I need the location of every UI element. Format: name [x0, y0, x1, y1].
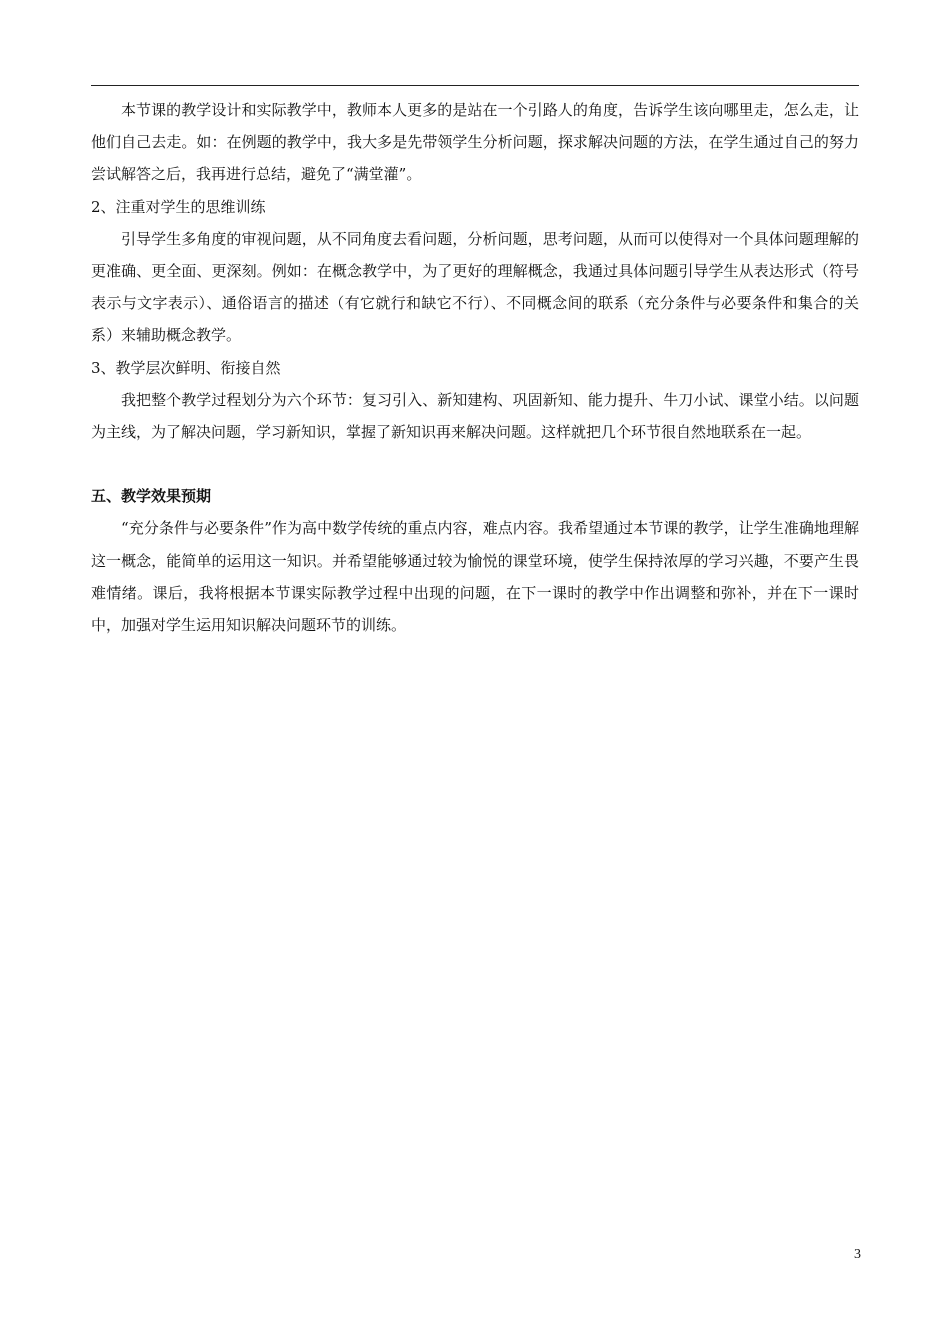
- section-heading-expected-effect: 五、教学效果预期: [91, 487, 212, 506]
- item-teaching-levels: 3、教学层次鲜明、衔接自然: [91, 358, 281, 377]
- blank-line: [91, 448, 859, 480]
- item-thinking-training: 2、注重对学生的思维训练: [91, 197, 266, 216]
- page-number: 3: [854, 1247, 861, 1262]
- paragraph-expected-effect: “充分条件与必要条件”作为高中数学传统的重点内容，难点内容。我希望通过本节课的教学，让学生准确地理解这一概念，能简单的运用这一知识。并希望能够通过较为愉悦的课堂环境，使学生保持浓厚的学习兴趣，不要产生畏难情绪。课后，我将根据本节课实际教学过程中出现的问题，在下一课时的教学中作出调整和弥补，并在下一课时中，加强对学生运用知识解决问题环节的训练。: [91, 519, 859, 635]
- document-body: [91, 94, 859, 641]
- paragraph-guide-role: 本节课的教学设计和实际教学中，教师本人更多的是站在一个引路人的角度，告诉学生该向哪里走，怎么走，让他们自己去走。如：在例题的教学中，我大多是先带领学生分析问题，探求解决问题的方法，在学生通过自己的努力尝试解答之后，我再进行总结，避免了“满堂灌”。: [91, 101, 859, 184]
- paragraph-teaching-levels: 我把整个教学过程划分为六个环节：复习引入、新知建构、巩固新知、能力提升、牛刀小试、课堂小结。以问题为主线，为了解决问题，学习新知识，掌握了新知识再来解决问题。这样就把几个环节很自然地联系在一起。: [91, 390, 859, 442]
- header-rule: [91, 85, 859, 86]
- paragraph-thinking-training: 引导学生多角度的审视问题，从不同角度去看问题，分析问题，思考问题，从而可以使得对一个具体问题理解的更准确、更全面、更深刻。例如：在概念教学中，为了更好的理解概念，我通过具体问题引导学生从表达形式（符号表示与文字表示）、通俗语言的描述（有它就行和缺它不行）、不同概念间的联系（充分条件与必要条件和集合的关系）来辅助概念教学。: [91, 229, 859, 345]
